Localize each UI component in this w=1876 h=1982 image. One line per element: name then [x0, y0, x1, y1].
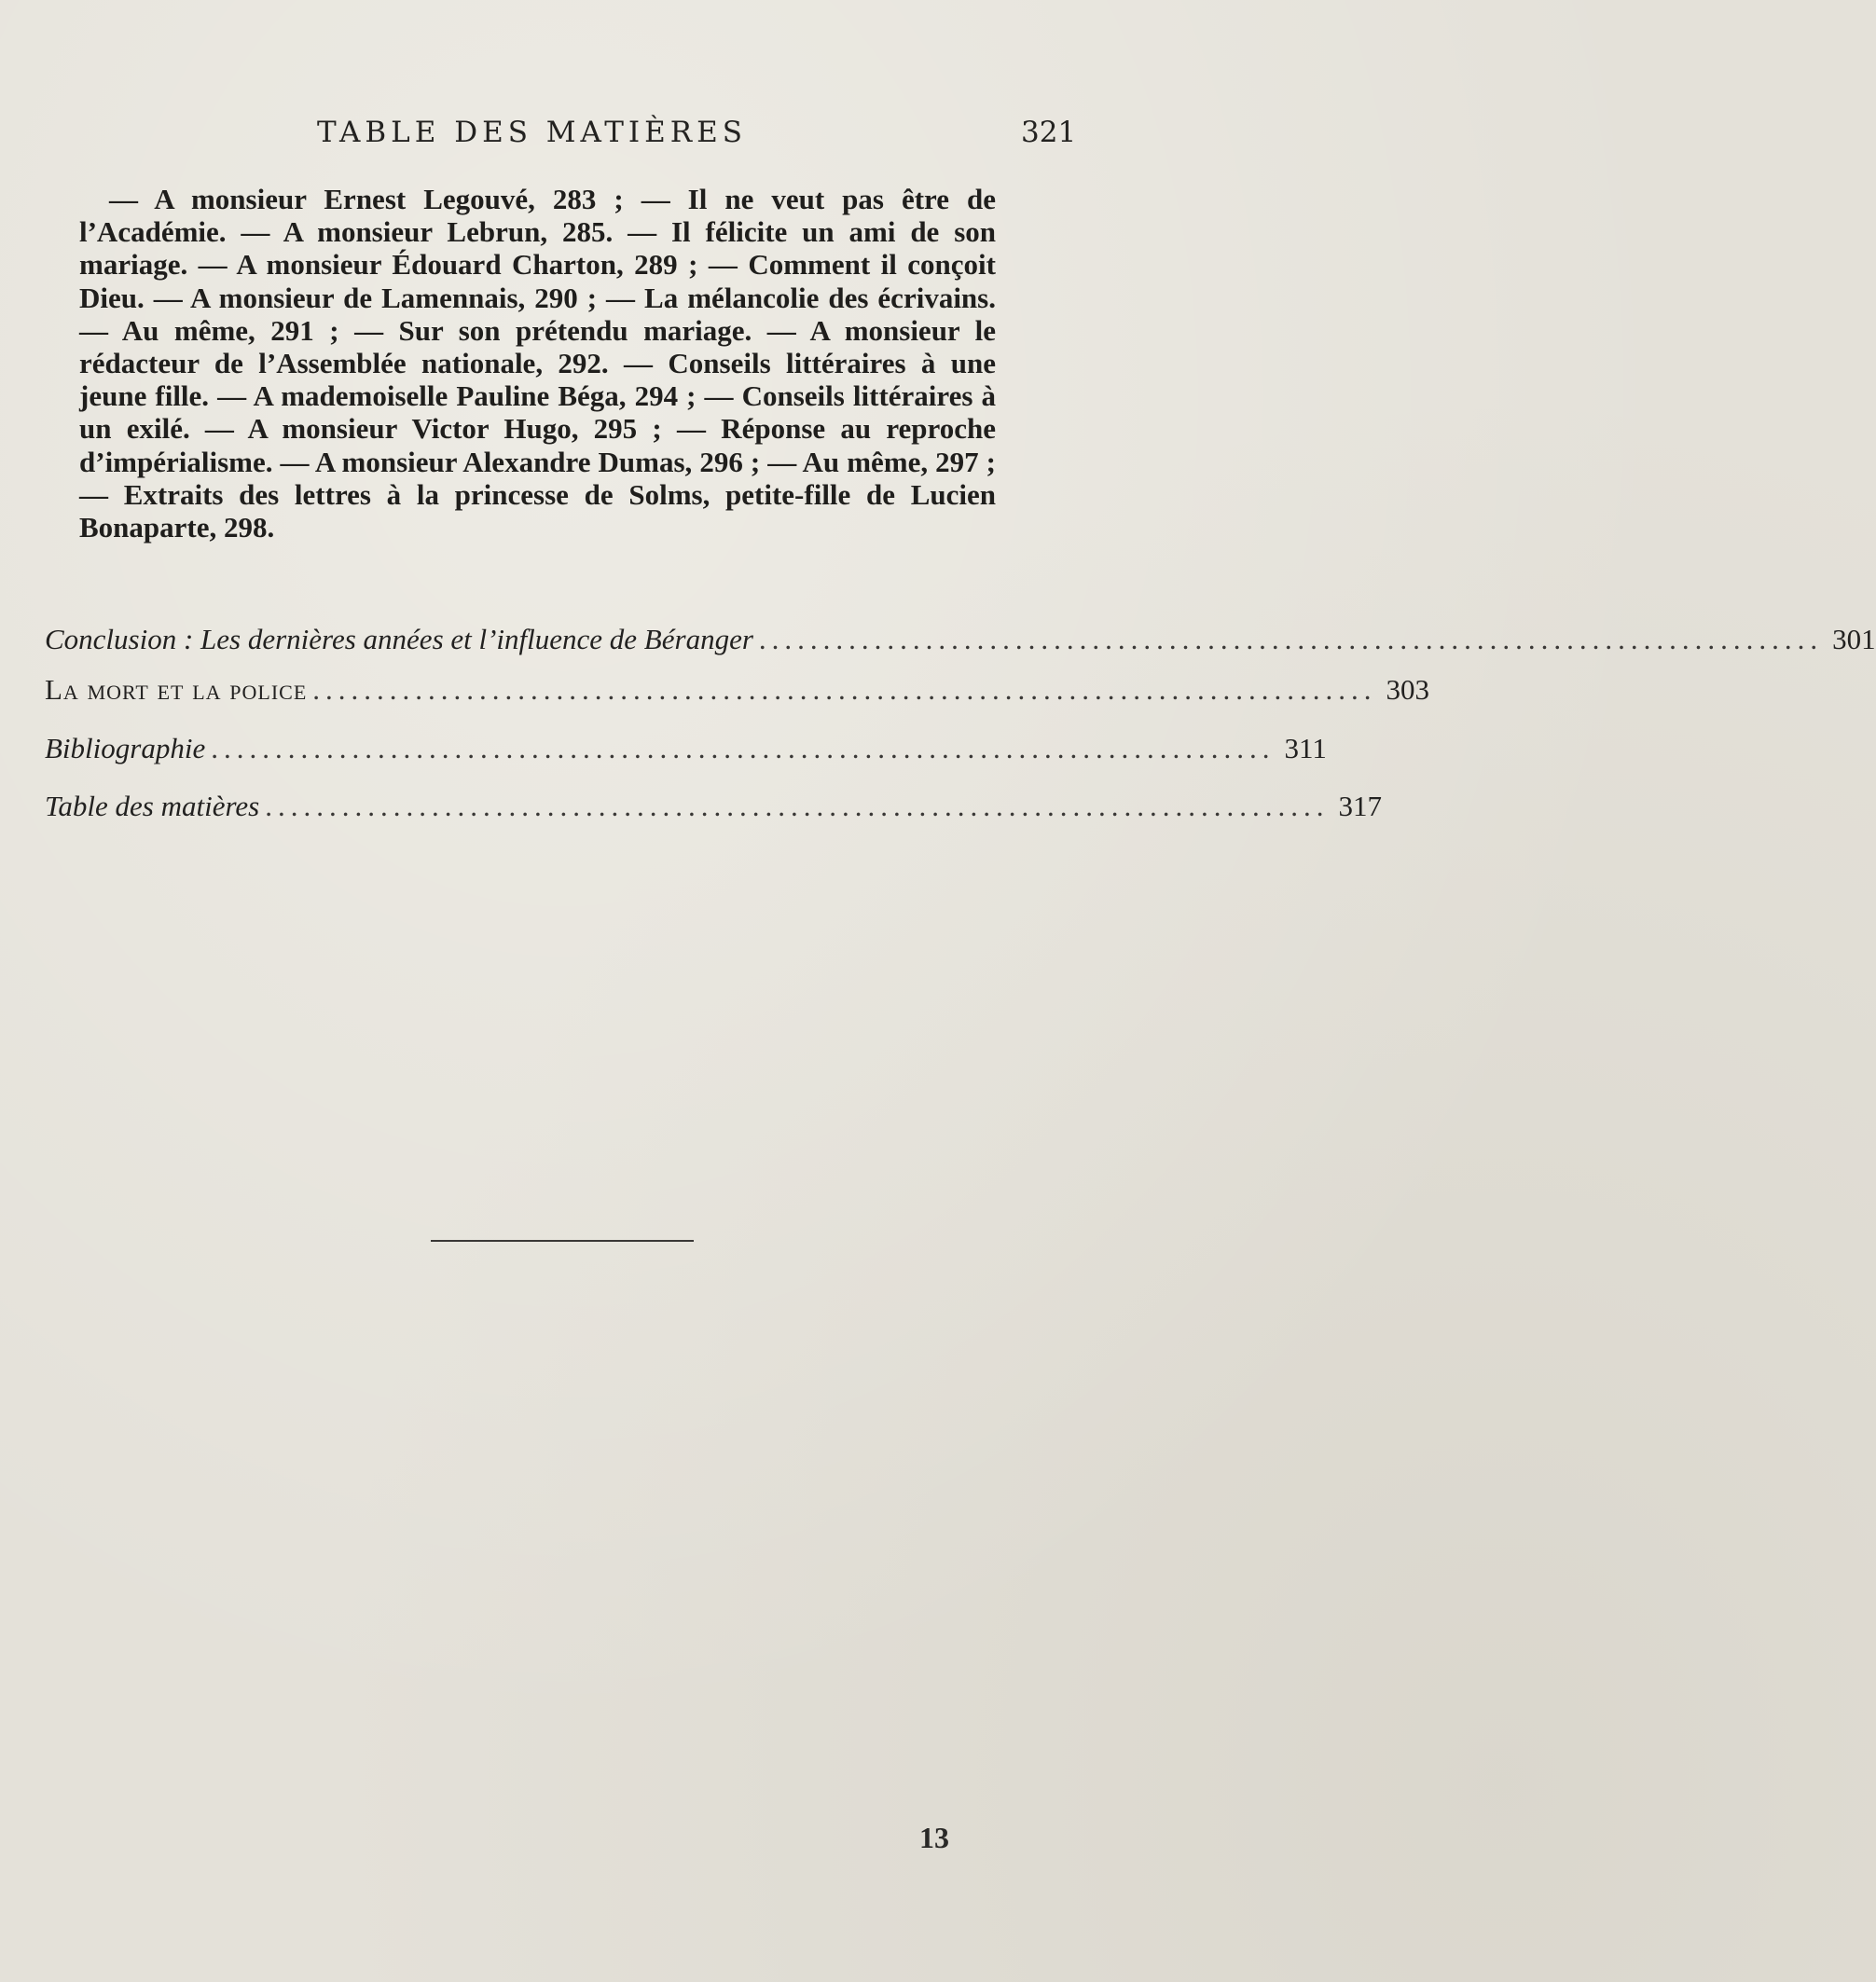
toc-entry-title: Bibliographie [45, 732, 206, 764]
toc-entry-bibliographie [45, 732, 1327, 771]
dot-leader: ................................................................................... [758, 623, 1824, 655]
toc-entry-la-mort-et-la-police [45, 673, 1430, 712]
running-head: TABLE DES MATIÈRES [317, 116, 747, 149]
dot-leader: ................................................................................... [265, 790, 1330, 822]
toc-entry-conclusion [45, 623, 1876, 662]
dot-leader: ................................................................................... [312, 673, 1377, 706]
toc-entry-title: Table des matières [45, 790, 260, 822]
signature-mark: 13 [919, 1821, 949, 1854]
dot-leader: ................................................................................... [211, 732, 1276, 764]
toc-entry-page: 311 [1284, 732, 1327, 764]
toc-entry-title: La mort et la police [45, 673, 308, 706]
page-number: 321 [1021, 116, 1077, 149]
end-rule [431, 1240, 694, 1242]
toc-entry-page: 301 [1832, 623, 1876, 655]
toc-entry-page: 317 [1338, 790, 1382, 822]
toc-entry-title: Conclusion : Les dernières années et l’influence de Béranger [45, 623, 753, 655]
toc-entry-table-des-matieres [45, 790, 1382, 829]
toc-entry-page: 303 [1386, 673, 1430, 706]
contents-paragraph: — A monsieur Ernest Legouvé, 283 ; — Il ne veut pas être de l’Académie. — A monsieur Lebrun, 285. — Il félicite un ami de son mariage. — A monsieur Édouard Charton, 289 ; — Comment il conçoit Dieu. — A monsieur de Lamennais, 290 ; — La mélancolie des écrivains. — Au même, 291 ; — Sur son prétendu mariage. — A monsieur le rédacteur de l’Assemblée nationale, 292. — Conseils littéraires à une jeune fille. — A mademoiselle Pauline Béga, 294 ; — Conseils littéraires à un exilé. — A monsieur Victor Hugo, 295 ; — Réponse au reproche d’impérialisme. — A monsieur Alexandre Dumas, 296 ; — Au même, 297 ; — Extraits des lettres à la princesse de Solms, petite-fille de Lucien Bonaparte, 298. [79, 183, 996, 544]
